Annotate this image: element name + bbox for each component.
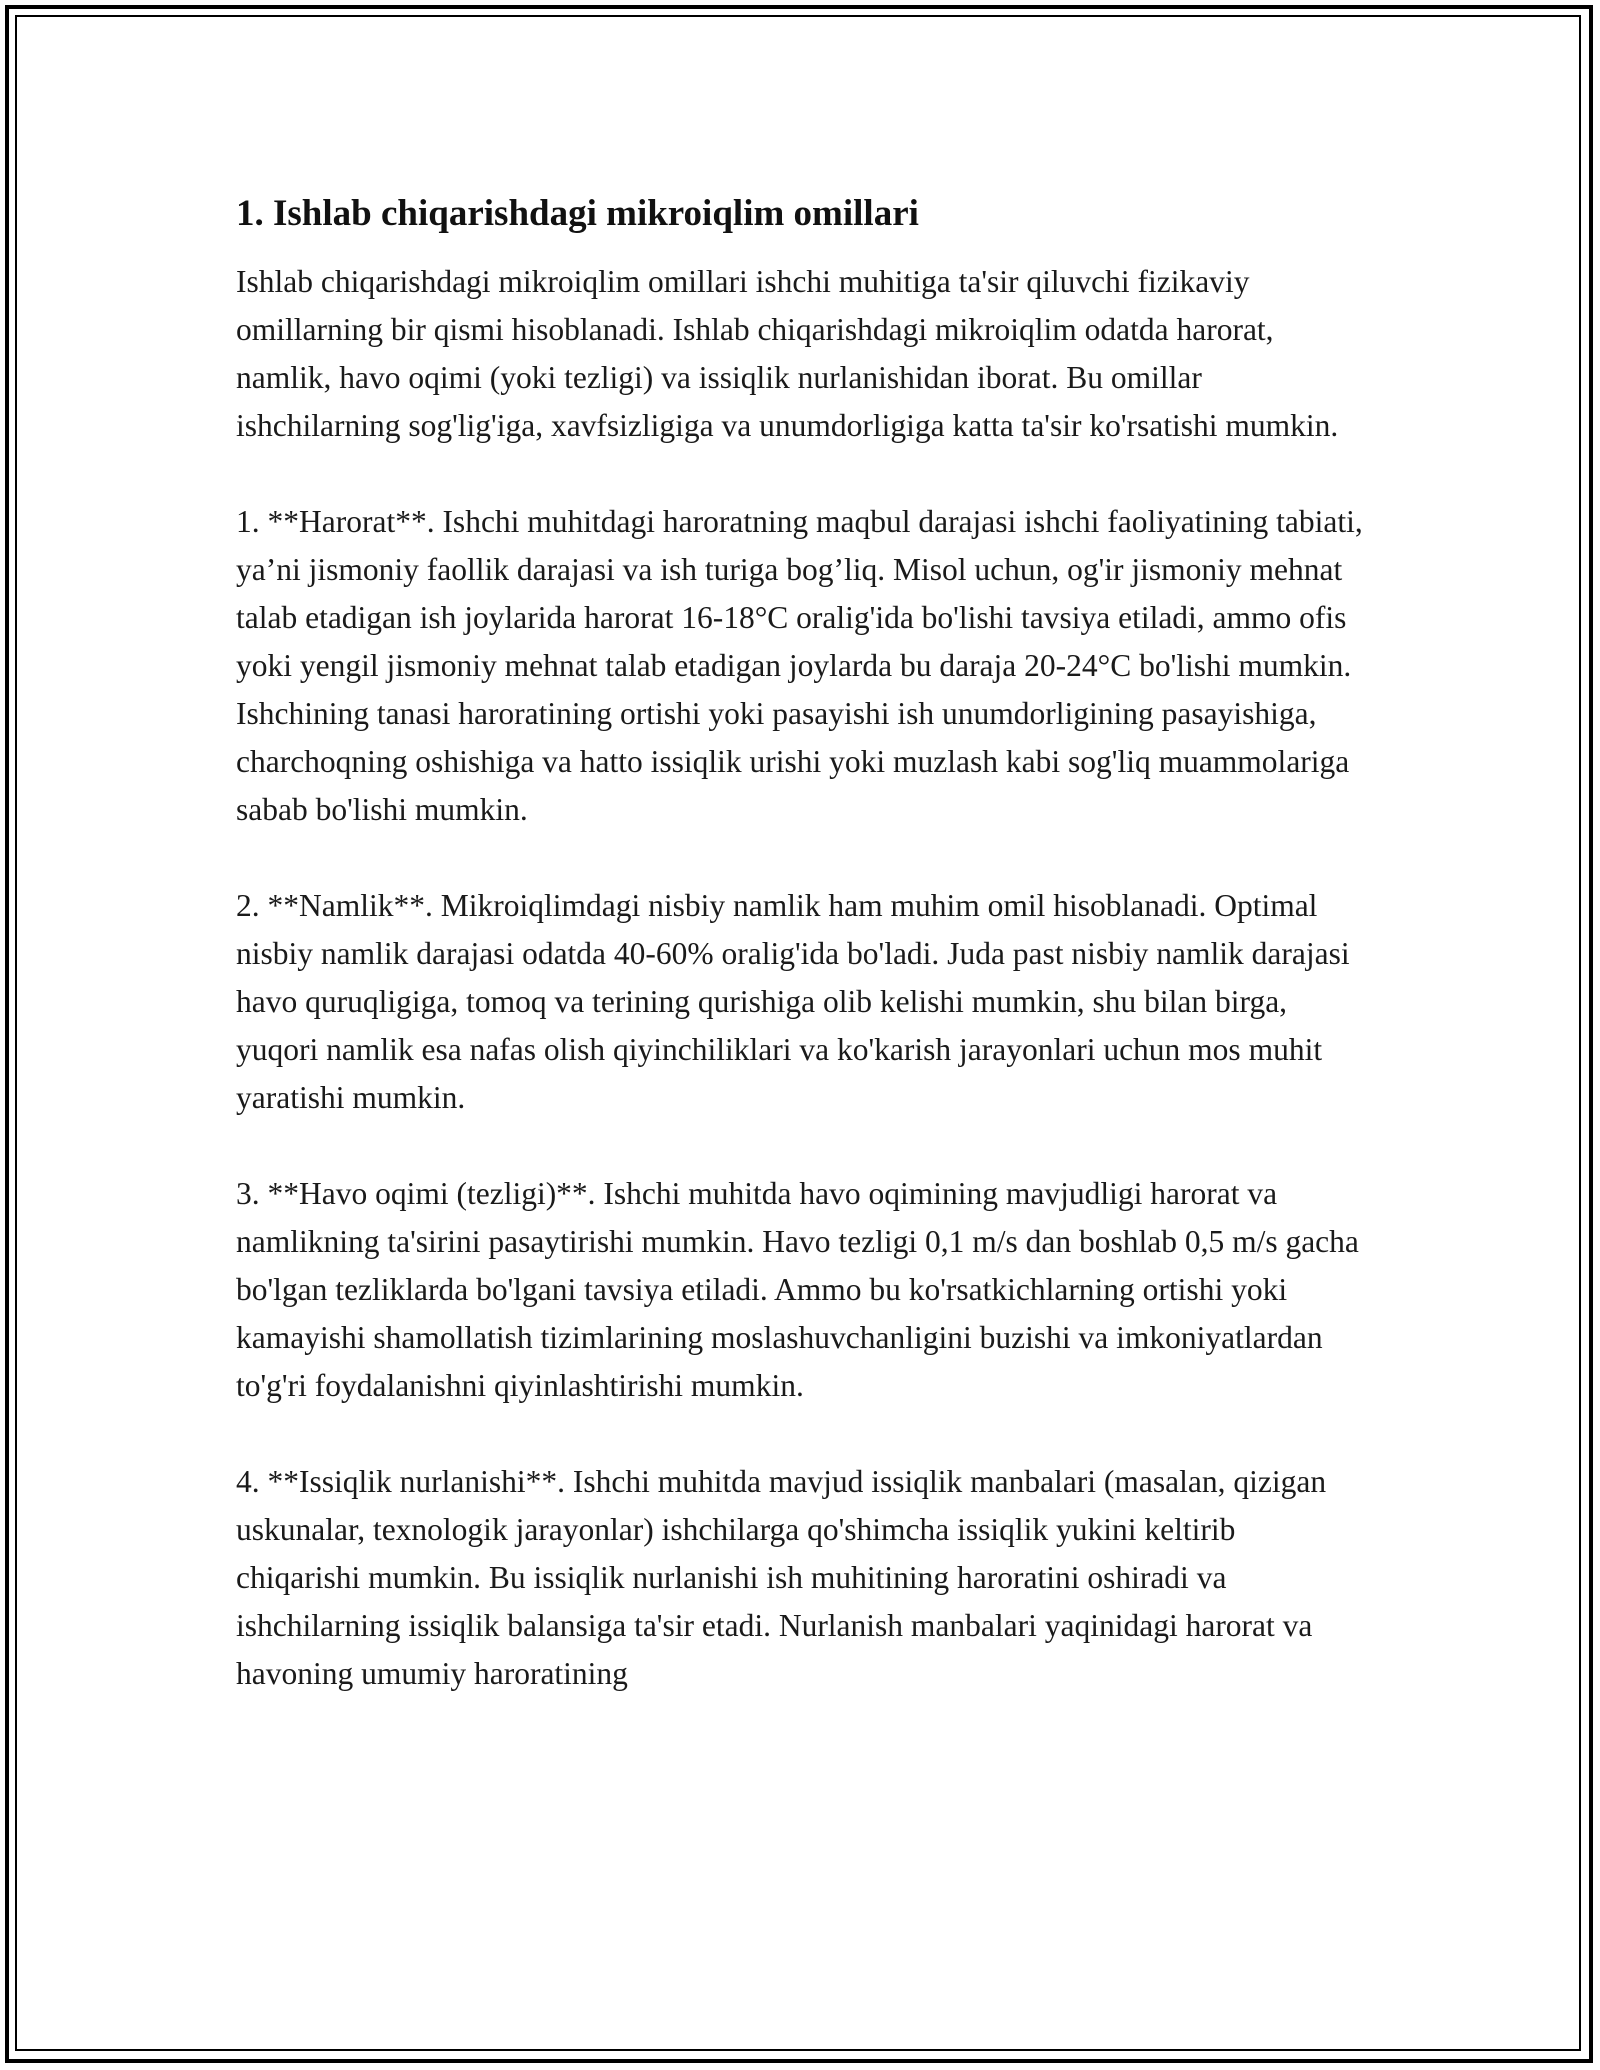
paragraph-harorat: 1. **Harorat**. Ishchi muhitdagi haroratning maqbul darajasi ishchi faoliyatining tabiati, ya’ni jismoniy faollik darajasi va ish turiga bog’liq. Misol uchun, og'ir jismoniy mehnat talab etadigan ish joylarida harorat 16-18°C oralig'ida bo'lishi tavsiya etiladi, ammo ofis yoki yengil jismoniy mehnat talab etadigan joylarda bu daraja 20-24°C bo'lishi mumkin. Ishchining tanasi haroratining ortishi yoki pasayishi ish unumdorligining pasayishiga, charchoqning oshishiga va hatto issiqlik urishi yoki muzlash kabi sog'liq muammolariga sabab bo'lishi mumkin. bbox=[236, 504, 1363, 827]
document-body bbox=[236, 188, 1366, 1698]
paragraph-havo-oqimi: 3. **Havo oqimi (tezligi)**. Ishchi muhitda havo oqimining mavjudligi harorat va namlikning ta'sirini pasaytirishi mumkin. Havo tezligi 0,1 m/s dan boshlab 0,5 m/s gacha bo'lgan tezliklarda bo'lgani tavsiya etiladi. Ammo bu ko'rsatkichlarning ortishi yoki kamayishi shamollatish tizimlarining moslashuvchanligini buzishi va imkoniyatlardan to'g'ri foydalanishni qiyinlashtirishi mumkin. bbox=[236, 1176, 1359, 1403]
paragraph-namlik: 2. **Namlik**. Mikroiqlimdagi nisbiy namlik ham muhim omil hisoblanadi. Optimal nisbiy namlik darajasi odatda 40-60% oralig'ida bo'ladi. Juda past nisbiy namlik darajasi havo quruqligiga, tomoq va terining qurishiga olib kelishi mumkin, shu bilan birga, yuqori namlik esa nafas olish qiyinchiliklari va ko'karish jarayonlari uchun mos muhit yaratishi mumkin. bbox=[236, 888, 1350, 1115]
section-heading: 1. Ishlab chiqarishdagi mikroiqlim omillari bbox=[236, 193, 919, 234]
intro-paragraph: Ishlab chiqarishdagi mikroiqlim omillari ishchi muhitiga ta'sir qiluvchi fizikaviy omillarning bir qismi hisoblanadi. Ishlab chiqarishdagi mikroiqlim odatda harorat, namlik, havo oqimi (yoki tezligi) va issiqlik nurlanishidan iborat. Bu omillar ishchilarning sog'lig'iga, xavfsizligiga va unumdorligiga katta ta'sir ko'rsatishi mumkin. bbox=[236, 264, 1339, 443]
paragraph-issiqlik-nurlanishi: 4. **Issiqlik nurlanishi**. Ishchi muhitda mavjud issiqlik manbalari (masalan, qizigan uskunalar, texnologik jarayonlar) ishchilarga qo'shimcha issiqlik yukini keltirib chiqarishi mumkin. Bu issiqlik nurlanishi ish muhitining haroratini oshiradi va ishchilarning issiqlik balansiga ta'sir etadi. Nurlanish manbalari yaqinidagi harorat va havoning umumiy haroratining bbox=[236, 1464, 1327, 1691]
